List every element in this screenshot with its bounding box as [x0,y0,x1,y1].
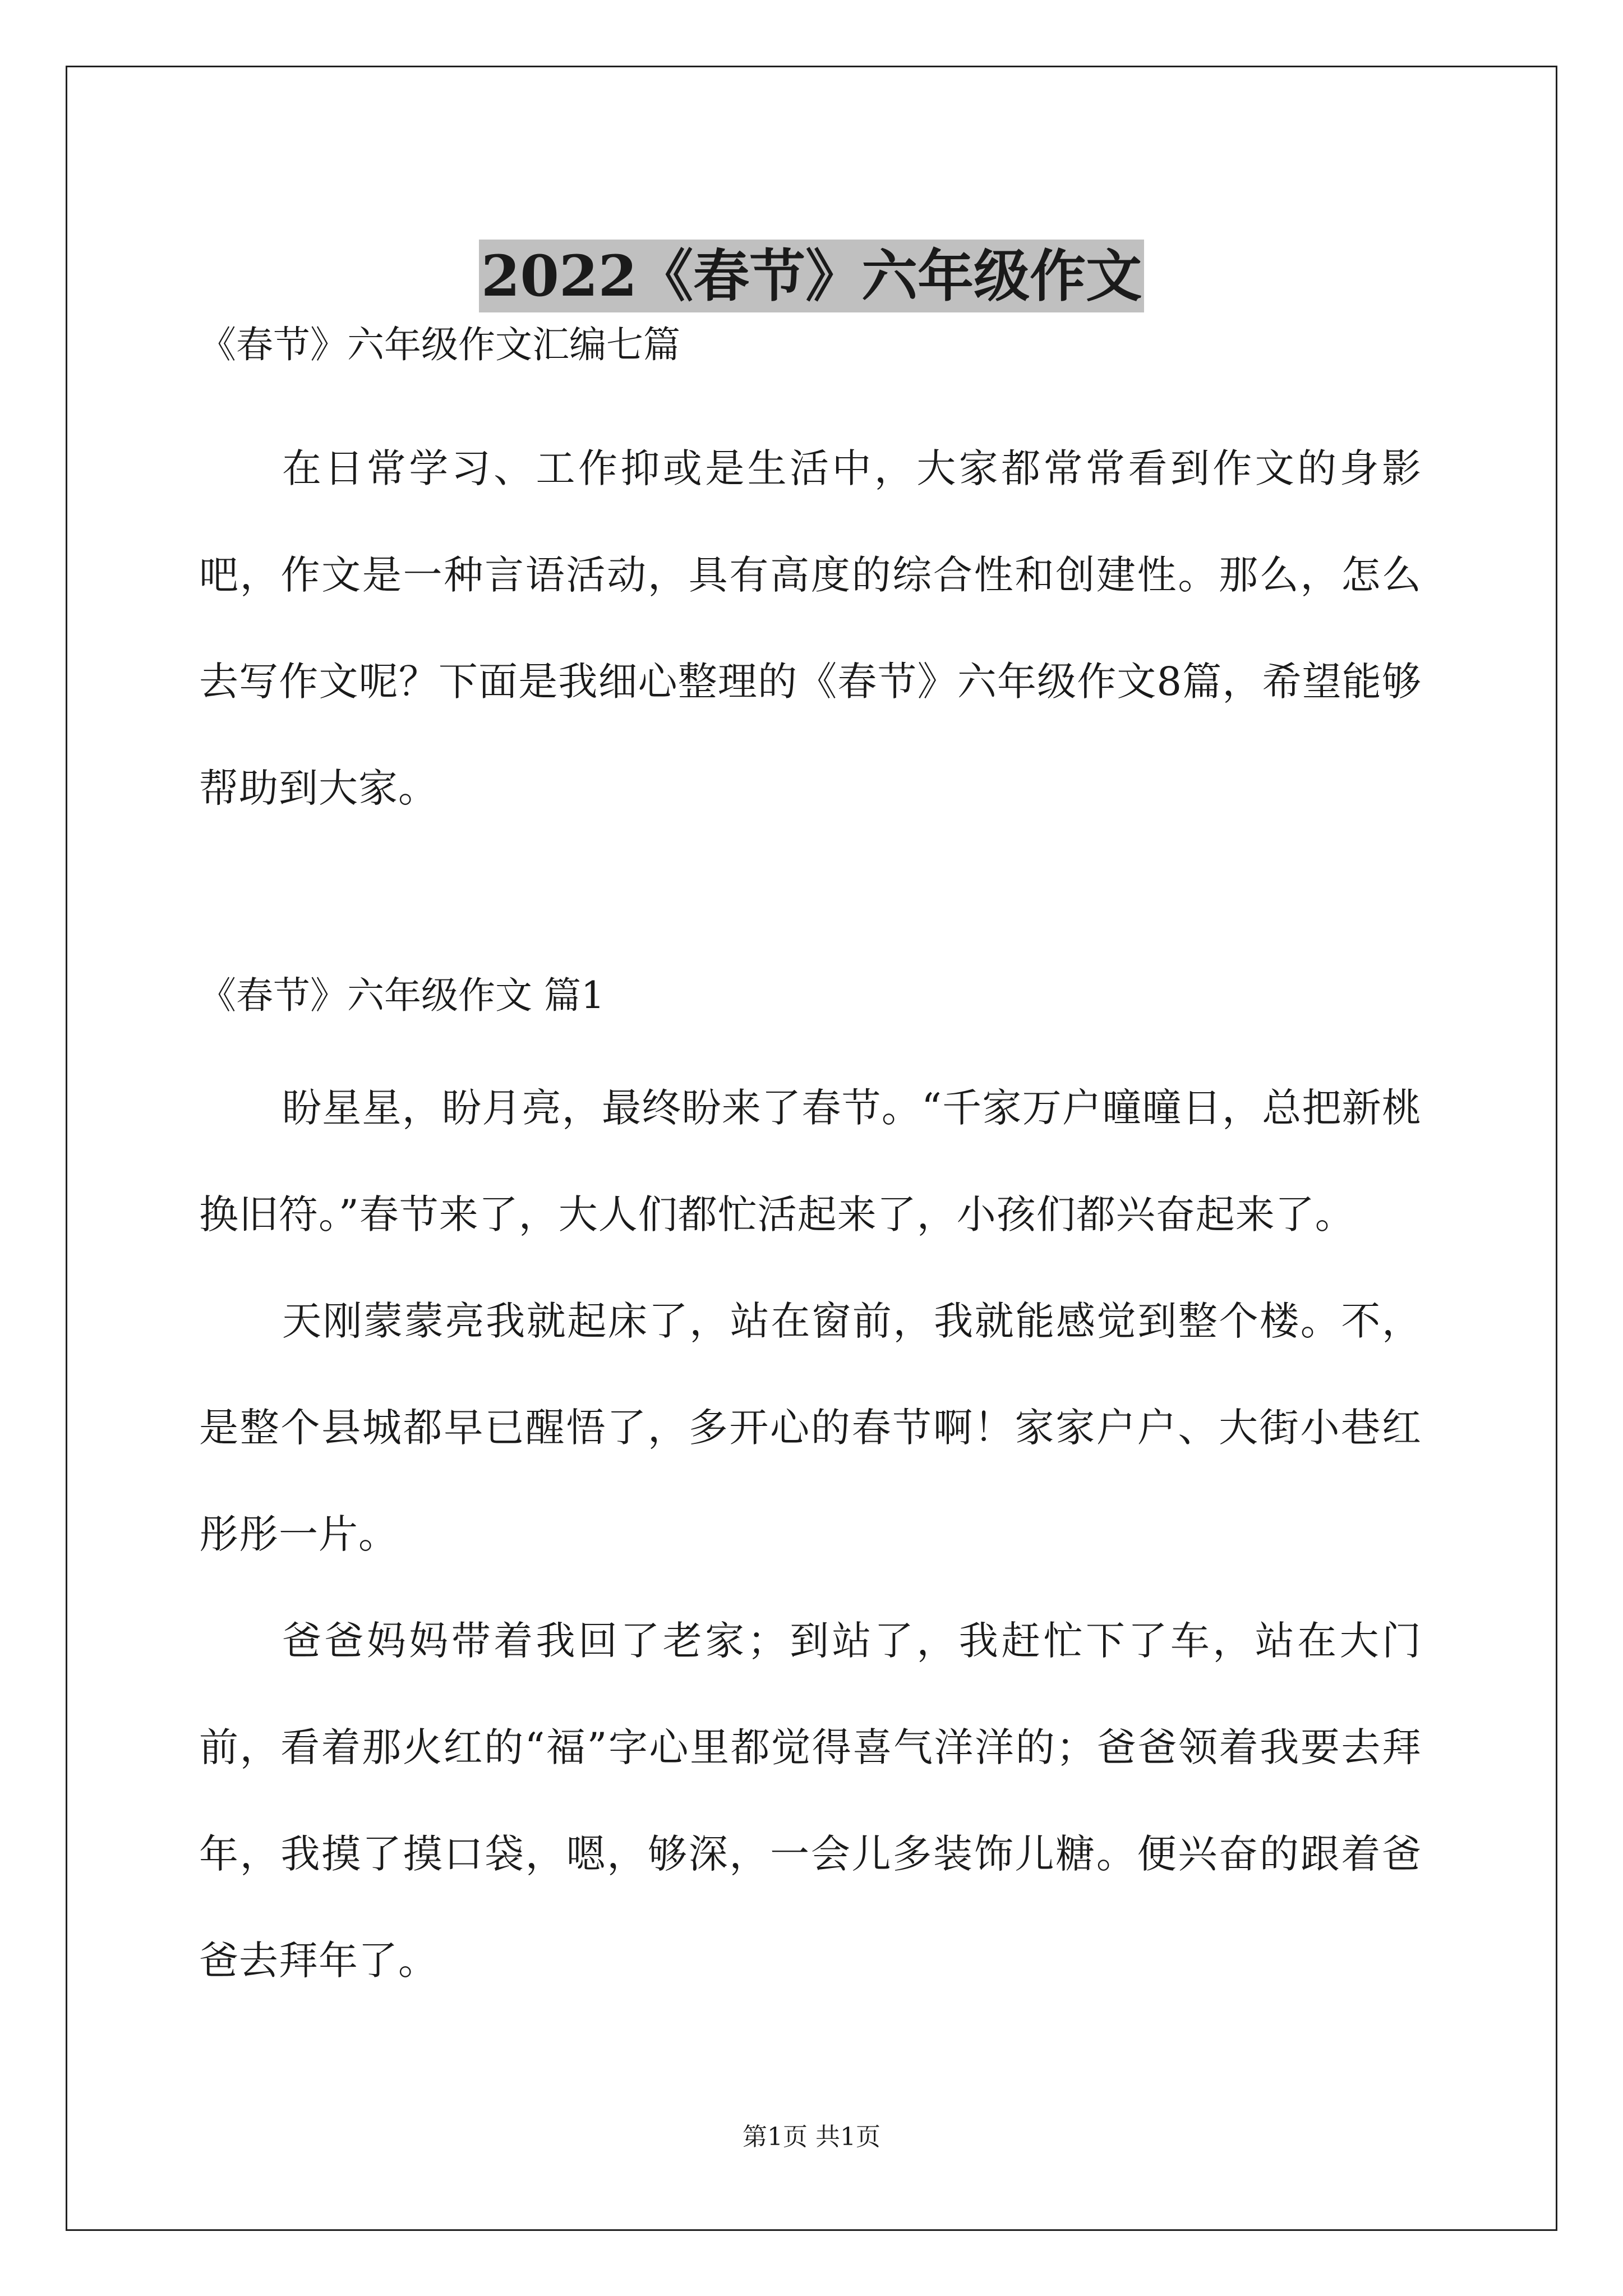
document-title [0,237,1623,315]
document-subtitle: 《春节》六年级作文汇编七篇 [199,323,680,366]
section-heading: 《春节》六年级作文 篇1 [199,974,605,1017]
page-number-footer: 第1页 共1页 [743,2123,880,2151]
body-paragraph: 盼星星，盼月亮，最终盼来了春节。“千家万户曈曈日，总把新桃换旧符。”春节来了，大人们都忙活起来了，小孩们都兴奋起来了。 [199,1085,1422,1237]
document-title-text: 2022《春节》六年级作文 [479,240,1144,312]
intro-paragraph: 在日常学习、工作抑或是生活中，大家都常常看到作文的身影吧，作文是一种言语活动，具有高度的综合性和创建性。那么，怎么去写作文呢？下面是我细心整理的《春节》六年级作文8篇，希望能够帮助到大家。 [199,445,1422,811]
body-paragraph: 爸爸妈妈带着我回了老家；到站了，我赶忙下了车，站在大门前，看着那火红的“福”字心里都觉得喜气洋洋的；爸爸领着我要去拜年，我摸了摸口袋，嗯，够深，一会儿多装饰儿糖。便兴奋的跟着爸爸去拜年了。 [199,1618,1422,1984]
section-spacer [199,841,1422,965]
document-body [199,314,1422,2014]
body-paragraph: 天刚蒙蒙亮我就起床了，站在窗前，我就能感觉到整个楼。不，是整个县城都早已醒悟了，多开心的春节啊！家家户户、大街小巷红彤彤一片。 [199,1298,1422,1557]
